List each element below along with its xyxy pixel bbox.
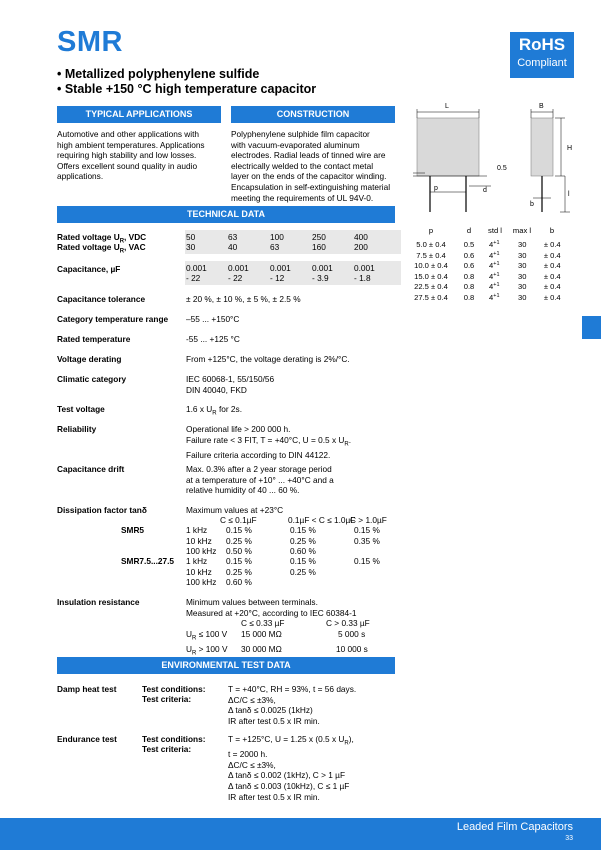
capacitor-dimension-drawing (405, 100, 577, 218)
dimension-cell: 10.0 ± 0.4 (414, 261, 448, 270)
rated-vdc-label-text: Rated voltage U (57, 232, 120, 242)
rel-2b: . (348, 434, 352, 445)
construction-line: Polyphenylene sulphide film capacitor (231, 129, 370, 139)
df-smr75-label: SMR7.5...27.5 (121, 556, 175, 566)
construction-text (231, 129, 401, 203)
sub-r: R (119, 248, 125, 255)
dim-H: H (567, 145, 573, 152)
dim-B: B (539, 103, 544, 110)
tolerance-sup: +1 (493, 282, 500, 288)
construction-line: Encapsulation in self-extinguishing material (231, 181, 391, 192)
side-tab (582, 316, 601, 339)
dimension-cell: ± 0.4 (543, 292, 561, 302)
dimension-cell: 7.5 ± 0.4 (416, 250, 446, 260)
dimension-cell: ± 0.4 (543, 240, 561, 249)
df-value: 0.15 % (354, 556, 380, 566)
dimension-cell: 30 (518, 261, 527, 270)
typical-line: Automotive and other applications with (57, 129, 200, 139)
ins-r1c: 5 000 s (338, 628, 366, 639)
voltage-derating-label: Voltage derating (57, 354, 122, 364)
dimension-cell: 30 (518, 240, 527, 249)
dimension-cell: ± 0.4 (543, 282, 561, 291)
cap-min: 0.001 (228, 263, 249, 273)
cap-min: 0.001 (354, 263, 375, 273)
reliability-line: Failure criteria according to DIN 44122. (186, 449, 331, 460)
rated-vac-label (57, 242, 146, 255)
col-max-l: max l (512, 226, 532, 235)
dim-l: l (568, 191, 570, 198)
dimension-cell: 0.8 (463, 271, 475, 281)
cap-max: - 22 (186, 273, 201, 283)
dimension-row (405, 282, 575, 293)
dimension-cell: 4 (489, 292, 494, 302)
end-crit-label: Test criteria: (142, 744, 192, 754)
technical-data-header: TECHNICAL DATA (57, 206, 395, 223)
df-freq: 10 kHz (186, 566, 212, 577)
df-value: 0.50 % (226, 546, 252, 557)
sub-r: R (344, 441, 349, 448)
ins-c1: C ≤ 0.33 µF (241, 618, 285, 629)
drift-line: relative humidity of 40 ... 60 %. (186, 485, 300, 496)
df-freq: 1 kHz (186, 525, 208, 535)
voltage-derating-value: From +125°C, the voltage derating is 2%/°C. (186, 354, 350, 364)
typical-applications-text (57, 129, 227, 182)
df-value: 0.15 % (290, 556, 316, 566)
ins-r2b: 30 000 MΩ (241, 644, 282, 655)
df-freq: 100 kHz (186, 546, 217, 557)
rohs-compliant: Compliant (517, 57, 567, 69)
typical-line: applications. (57, 171, 104, 182)
page-title: SMR (57, 26, 123, 58)
dimension-cell: 27.5 ± 0.4 (414, 292, 448, 302)
sub-r: R (212, 410, 217, 417)
df-value (290, 577, 354, 588)
capacitance-min-row (186, 263, 406, 274)
sub-r: R (119, 238, 125, 245)
climatic-line: DIN 40040, FKD (186, 384, 247, 395)
dimension-cell: 30 (518, 250, 527, 260)
rated-vac-label-text: Rated voltage U (57, 242, 120, 252)
sub-r: R (192, 650, 197, 657)
tolerance-sup: +1 (493, 250, 500, 257)
ins-line: Measured at +20°C, according to IEC 60384-1 (186, 607, 357, 618)
dim-b: b (530, 201, 534, 208)
end-line: Δ tanδ ≤ 0.003 (10kHz), C ≤ 1 µF (228, 781, 350, 792)
environmental-header: ENVIRONMENTAL TEST DATA (57, 657, 395, 674)
vac-value: 30 (186, 242, 196, 252)
dimension-table (405, 226, 575, 303)
damp-line: Δ tanδ ≤ 0.0025 (1kHz) (228, 705, 313, 716)
df-freq: 1 kHz (186, 556, 208, 566)
dimension-cell: 30 (518, 282, 527, 291)
vac-value: 40 (228, 242, 238, 252)
ins-line: Minimum values between terminals. (186, 597, 318, 607)
ins-row: $U_R > 100$ V 30 000 MΩ 10 000 s (186, 644, 406, 659)
rel-2a: Failure rate < 3 FIT, T = +40°C, U = 0.5 x U (186, 434, 345, 445)
dimension-row (405, 293, 575, 304)
vac-value: 160 (312, 242, 326, 252)
dimension-row (405, 240, 575, 251)
end-1b: ), (348, 734, 354, 744)
dissipation-head: Maximum values at +23°C (186, 505, 284, 515)
df-smr5-block (186, 525, 416, 557)
tolerance-label: Capacitance tolerance (57, 294, 146, 304)
capacitance-label: Capacitance, µF (57, 264, 121, 274)
vdc-value: 400 (354, 232, 368, 242)
dimension-cell: 30 (518, 292, 527, 302)
vdc-value: 50 (186, 232, 196, 242)
cap-min: 0.001 (312, 263, 333, 273)
tv-pre: 1.6 x U (186, 404, 213, 414)
category-temp-label: Category temperature range (57, 314, 169, 324)
df-row (186, 577, 416, 588)
rated-vac-row (186, 242, 406, 253)
cap-min: 0.001 (186, 263, 207, 273)
cap-max: - 3.9 (312, 273, 329, 283)
insulation-value (186, 597, 406, 659)
rated-temp-label: Rated temperature (57, 334, 131, 344)
cap-max: - 22 (228, 273, 243, 283)
typical-applications-header: TYPICAL APPLICATIONS (57, 106, 221, 123)
rated-vdc-unit: , VDC (124, 232, 147, 242)
footer-title: Leaded Film Capacitors (456, 821, 573, 833)
endurance-label: Endurance test (57, 734, 117, 744)
dimension-row (405, 261, 575, 272)
tolerance-sup: +1 (493, 261, 500, 267)
df-value: 0.25 % (290, 535, 316, 546)
dissipation-label: Dissipation factor tanδ (57, 505, 147, 515)
df-freq: 100 kHz (186, 577, 217, 588)
damp-heat-label: Damp heat test (57, 684, 117, 694)
end-line: IR after test 0.5 x IR min. (228, 791, 320, 802)
end-line: ΔC/C ≤ ±3%, (228, 759, 276, 770)
construction-line: electrodes. Radial leads of tinned wire are (231, 150, 386, 161)
climatic-value (186, 374, 274, 395)
df-row (186, 567, 416, 578)
df-value: 0.35 % (354, 535, 380, 546)
cap-max: - 1.8 (354, 273, 371, 283)
dimension-cell: 0.5 (463, 240, 475, 249)
dim-d: d (483, 187, 487, 194)
rated-vac-unit: , VAC (124, 242, 146, 252)
vdc-value: 100 (270, 232, 284, 242)
dimension-cell: ± 0.4 (543, 271, 561, 281)
reliability-label: Reliability (57, 424, 97, 434)
tolerance-sup: +1 (493, 292, 500, 299)
climatic-label: Climatic category (57, 374, 127, 384)
dimension-row (405, 272, 575, 283)
dimension-cell: ± 0.4 (543, 250, 561, 260)
df-value: 0.25 % (226, 535, 252, 546)
df-value: 0.15 % (354, 525, 380, 535)
dimension-cell: 5.0 ± 0.4 (416, 240, 446, 249)
reliability-value (186, 424, 351, 460)
dimension-cell: 0.6 (463, 250, 475, 260)
damp-line: IR after test 0.5 x IR min. (228, 715, 320, 726)
df-value: 0.15 % (226, 556, 252, 566)
reliability-line: Operational life > 200 000 h. (186, 424, 291, 434)
df-col-3: C > 1.0µF (350, 515, 387, 525)
dimension-cell: 30 (518, 271, 527, 281)
df-row (186, 536, 416, 547)
bullet-2: • Stable +150 °C high temperature capacitor (57, 82, 317, 96)
construction-line: electrically welded to the contact metal (231, 160, 374, 171)
endurance-values (228, 734, 354, 802)
end-cond-label: Test conditions: (142, 734, 206, 744)
tv-post: for 2s. (216, 404, 243, 414)
climatic-line: IEC 60068-1, 55/150/56 (186, 374, 275, 384)
df-col-2: 0.1µF < C ≤ 1.0µF (288, 515, 356, 525)
dimension-cell: 4 (489, 271, 494, 281)
tolerance-value: ± 20 %, ± 10 %, ± 5 %, ± 2.5 % (186, 294, 301, 304)
dimension-cell: 4 (489, 282, 494, 291)
drift-line: at a temperature of +10° ... +40°C and a (186, 474, 334, 485)
vdc-value: 250 (312, 232, 326, 242)
page-number: 33 (565, 835, 573, 842)
tolerance-sup: +1 (493, 271, 500, 278)
dimension-cell: 4 (489, 261, 494, 270)
end-line: Δ tanδ ≤ 0.002 (1kHz), C > 1 µF (228, 770, 346, 781)
df-value: 0.25 % (226, 566, 252, 577)
df-value: 0.15 % (226, 525, 252, 535)
dim-p: p (434, 185, 438, 192)
rated-vdc-row (186, 232, 406, 243)
damp-line: ΔC/C ≤ ±3%, (228, 694, 276, 705)
dimension-cell: 4 (489, 250, 494, 260)
df-col-1: C ≤ 0.1µF (220, 515, 257, 525)
dim-L: L (445, 103, 449, 110)
ins-c2: C > 0.33 µF (326, 618, 370, 629)
construction-line: meeting the requirements of UL 94V-0. (231, 192, 374, 203)
col-p: p (428, 226, 434, 235)
reliability-line (186, 435, 351, 450)
df-value: 0.25 % (290, 566, 316, 577)
df-value (354, 567, 414, 578)
dimension-cell: 4 (489, 240, 494, 249)
dimension-cell: 15.0 ± 0.4 (414, 271, 448, 281)
df-smr5-label: SMR5 (121, 525, 145, 535)
sub-r: R (192, 635, 197, 642)
df-value: 0.60 % (226, 577, 252, 588)
dimension-cell: 0.8 (463, 292, 475, 302)
damp-cond-label: Test conditions: (142, 684, 206, 694)
damp-crit-label: Test criteria: (142, 694, 192, 704)
df-smr75-block (186, 556, 416, 588)
damp-line: T = +40°C, RH = 93%, t = 56 days. (228, 684, 357, 694)
df-value: 0.60 % (290, 546, 316, 557)
rohs-badge (510, 32, 574, 78)
category-temp-value: –55 ... +150°C (186, 314, 240, 324)
vdc-value: 63 (228, 232, 238, 242)
test-voltage-label: Test voltage (57, 404, 105, 414)
df-value: 0.15 % (290, 525, 316, 535)
construction-line: with vacuum-evaporated aluminum (231, 139, 360, 150)
df-row (186, 556, 416, 567)
ins-row: $U_R \le 100$ V 15 000 MΩ 5 000 s (186, 629, 406, 644)
ins-cols (186, 618, 406, 629)
tolerance-sup: +1 (493, 240, 500, 246)
rated-temp-value: -55 ... +125 °C (186, 334, 240, 344)
typical-line: requiring high stability and low losses. (57, 150, 197, 161)
drift-line: Max. 0.3% after a 2 year storage period (186, 464, 332, 474)
end-line: t = 2000 h. (228, 749, 268, 760)
df-freq: 10 kHz (186, 535, 212, 546)
test-voltage-value (186, 404, 242, 419)
cap-max: - 12 (270, 273, 285, 283)
dimension-table-header (405, 226, 575, 240)
cap-min: 0.001 (270, 263, 291, 273)
df-row (186, 525, 416, 536)
dimension-cell: 0.8 (463, 282, 475, 291)
col-b: b (549, 226, 555, 235)
ins-r1b: 15 000 MΩ (241, 628, 282, 639)
vac-value: 63 (270, 242, 280, 252)
col-d: d (466, 226, 472, 235)
construction-line: layer on the ends of the capacitor winding. (231, 171, 387, 182)
sub-r: R (344, 740, 349, 747)
end-1a: T = +125°C, U = 1.25 x (0.5 x U (228, 734, 345, 744)
drift-value (186, 464, 334, 496)
capacitance-max-row (186, 273, 406, 284)
vac-value: 200 (354, 242, 368, 252)
rohs-text: RoHS (518, 35, 566, 54)
dimension-row (405, 251, 575, 262)
df-value (354, 577, 414, 588)
dim-0-5: 0.5 (497, 165, 507, 172)
insulation-label: Insulation resistance (57, 597, 140, 607)
ins-r1a: ≤ 100 V (198, 628, 228, 639)
damp-values (228, 684, 356, 726)
bullet-1: • Metallized polyphenylene sulfide (57, 67, 260, 81)
typical-line: Offers excellent sound quality in audio (57, 160, 198, 171)
ins-r2a: > 100 V (198, 644, 228, 655)
col-std-l: std l (488, 226, 502, 235)
dimension-cell: 22.5 ± 0.4 (414, 282, 448, 291)
dimension-cell: ± 0.4 (543, 261, 561, 270)
construction-header: CONSTRUCTION (231, 106, 395, 123)
typical-line: high ambient temperatures. Applications (57, 139, 205, 150)
drift-label: Capacitance drift (57, 464, 125, 474)
ins-r2c: 10 000 s (336, 644, 368, 655)
dimension-cell: 0.6 (463, 261, 475, 270)
end-line (228, 734, 354, 749)
